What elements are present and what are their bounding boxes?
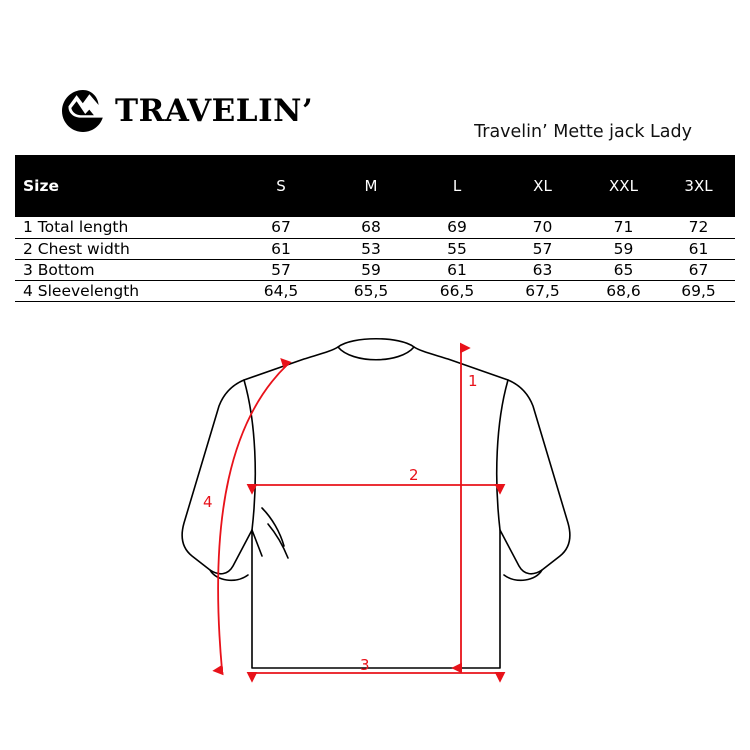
table-row	[15, 238, 735, 259]
cell-chest-width-m: 53	[328, 238, 414, 259]
cell-total-length-3xl: 72	[662, 217, 735, 238]
cell-bottom-xxl: 65	[585, 259, 662, 280]
brand-name: TRAVELIN’	[115, 92, 314, 129]
table-row	[15, 280, 735, 301]
size-table	[15, 155, 735, 302]
header-s: S	[234, 155, 328, 217]
cell-chest-width-xl: 57	[500, 238, 585, 259]
cell-total-length-s: 67	[234, 217, 328, 238]
product-title: Travelin’ Mette jack Lady	[474, 122, 692, 142]
marker-label-3: 3	[360, 656, 370, 674]
mountain-circle-icon	[60, 88, 106, 134]
size-table-body	[15, 217, 735, 301]
garment-measurement-diagram	[0, 318, 750, 718]
table-row	[15, 259, 735, 280]
cell-total-length-l: 69	[414, 217, 500, 238]
cell-chest-width-l: 55	[414, 238, 500, 259]
cell-total-length-m: 68	[328, 217, 414, 238]
header-m: M	[328, 155, 414, 217]
cell-total-length-xl: 70	[500, 217, 585, 238]
header-xl: XL	[500, 155, 585, 217]
cell-sleevelength-3xl: 69,5	[662, 280, 735, 301]
cell-sleevelength-m: 65,5	[328, 280, 414, 301]
header-3xl: 3XL	[662, 155, 735, 217]
row-label-sleevelength: 4 Sleevelength	[15, 280, 234, 301]
cell-total-length-xxl: 71	[585, 217, 662, 238]
size-table-wrapper	[15, 155, 735, 302]
size-table-head	[15, 155, 735, 217]
cell-bottom-l: 61	[414, 259, 500, 280]
row-label-total-length: 1 Total length	[15, 217, 234, 238]
cell-bottom-m: 59	[328, 259, 414, 280]
table-header-row	[15, 155, 735, 217]
cell-sleevelength-xl: 67,5	[500, 280, 585, 301]
cell-bottom-s: 57	[234, 259, 328, 280]
header-l: L	[414, 155, 500, 217]
cell-bottom-3xl: 67	[662, 259, 735, 280]
header-xxl: XXL	[585, 155, 662, 217]
row-label-chest-width: 2 Chest width	[15, 238, 234, 259]
header-size: Size	[15, 155, 234, 217]
cell-chest-width-s: 61	[234, 238, 328, 259]
page-header	[0, 72, 750, 150]
cell-chest-width-3xl: 61	[662, 238, 735, 259]
table-row	[15, 217, 735, 238]
row-label-bottom: 3 Bottom	[15, 259, 234, 280]
cell-bottom-xl: 63	[500, 259, 585, 280]
cell-sleevelength-xxl: 68,6	[585, 280, 662, 301]
marker-label-1: 1	[468, 372, 478, 390]
cell-chest-width-xxl: 59	[585, 238, 662, 259]
brand-logo	[60, 88, 313, 134]
marker-label-2: 2	[409, 466, 419, 484]
cell-sleevelength-l: 66,5	[414, 280, 500, 301]
marker-label-4: 4	[203, 493, 213, 511]
cell-sleevelength-s: 64,5	[234, 280, 328, 301]
